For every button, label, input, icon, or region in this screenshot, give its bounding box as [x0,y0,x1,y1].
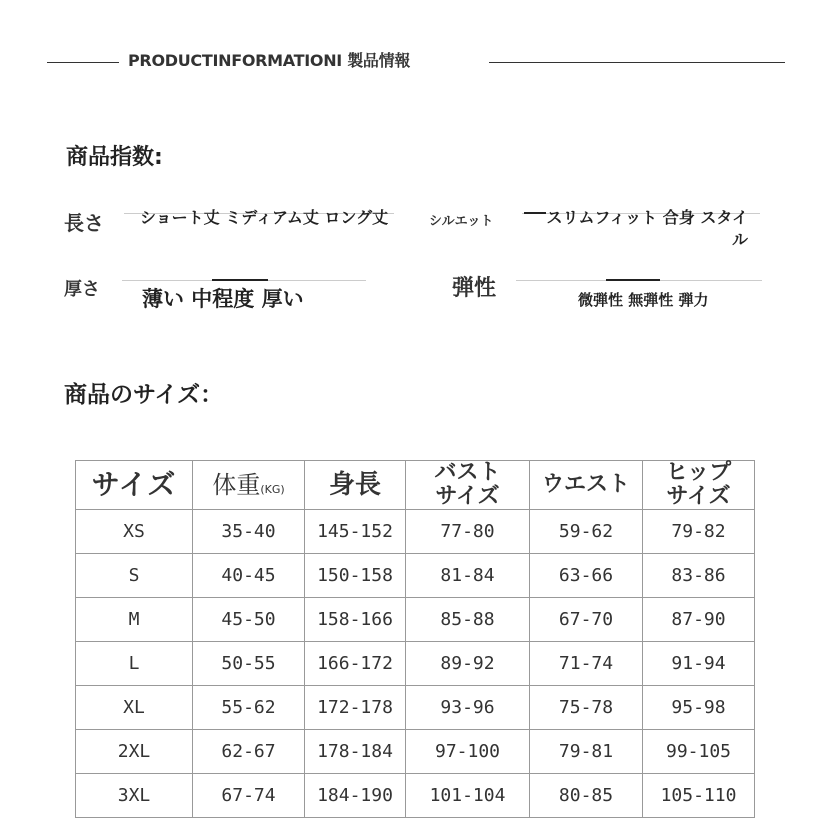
cell-size: M [76,598,193,642]
size-table [75,460,755,818]
attr-mark-silhouette [524,212,546,214]
cell-height: 145-152 [305,510,406,554]
cell-waist: 63-66 [530,554,643,598]
cell-height: 178-184 [305,730,406,774]
cell-weight: 67-74 [193,774,305,818]
cell-bust: 101-104 [406,774,530,818]
header-height: 身長 [305,461,406,510]
cell-size: XS [76,510,193,554]
cell-weight: 62-67 [193,730,305,774]
cell-bust: 81-84 [406,554,530,598]
cell-waist: 71-74 [530,642,643,686]
attr-mark-thickness [212,279,268,281]
table-row [76,510,755,554]
cell-size: XL [76,686,193,730]
cell-size: 3XL [76,774,193,818]
table-row [76,774,755,818]
attr-label-elasticity: 弾性 [452,276,497,301]
header-waist: ウエスト [530,461,643,510]
cell-height: 158-166 [305,598,406,642]
table-row [76,730,755,774]
header-weight-unit: (KG) [260,482,285,496]
cell-size: S [76,554,193,598]
header-rule-left [47,62,119,63]
cell-weight: 55-62 [193,686,305,730]
attr-mark-elasticity [606,279,660,281]
cell-bust: 77-80 [406,510,530,554]
cell-waist: 75-78 [530,686,643,730]
size-section-title: 商品のサイズ： [64,382,224,408]
cell-height: 166-172 [305,642,406,686]
attr-options-length: ショート丈 ミディアム丈 ロング丈 [140,208,389,227]
cell-height: 150-158 [305,554,406,598]
attr-options-thickness: 薄い 中程度 厚い [142,287,304,311]
cell-hip: 99-105 [643,730,755,774]
header-bust: バスト サイズ [406,461,530,510]
index-section-title: 商品指数: [66,145,163,170]
attr-label-silhouette: シルエット [429,214,494,229]
table-row [76,642,755,686]
cell-bust: 85-88 [406,598,530,642]
header-size: サイズ [76,461,193,510]
page-header-title: PRODUCTINFORMATIONI 製品情報 [128,51,411,70]
cell-bust: 89-92 [406,642,530,686]
cell-hip: 105-110 [643,774,755,818]
cell-hip: 83-86 [643,554,755,598]
cell-weight: 35-40 [193,510,305,554]
cell-hip: 79-82 [643,510,755,554]
cell-weight: 40-45 [193,554,305,598]
size-table-header-row [76,461,755,510]
cell-waist: 67-70 [530,598,643,642]
cell-hip: 95-98 [643,686,755,730]
cell-weight: 50-55 [193,642,305,686]
cell-bust: 93-96 [406,686,530,730]
cell-waist: 79-81 [530,730,643,774]
attr-label-thickness: 厚さ [64,279,100,300]
cell-waist: 80-85 [530,774,643,818]
cell-size: L [76,642,193,686]
cell-size: 2XL [76,730,193,774]
attr-label-length: 長さ [64,211,104,235]
cell-hip: 87-90 [643,598,755,642]
header-rule-right [489,62,785,63]
attr-options-silhouette: スリムフィット 合身 スタイル [546,208,748,249]
attr-options-elasticity: 微弾性 無弾性 弾力 [578,291,709,309]
cell-weight: 45-50 [193,598,305,642]
cell-bust: 97-100 [406,730,530,774]
header-hip: ヒップ サイズ [643,461,755,510]
cell-waist: 59-62 [530,510,643,554]
cell-hip: 91-94 [643,642,755,686]
table-row [76,554,755,598]
table-row [76,686,755,730]
cell-height: 184-190 [305,774,406,818]
cell-height: 172-178 [305,686,406,730]
header-weight: 体重(KG) [193,461,305,510]
table-row [76,598,755,642]
